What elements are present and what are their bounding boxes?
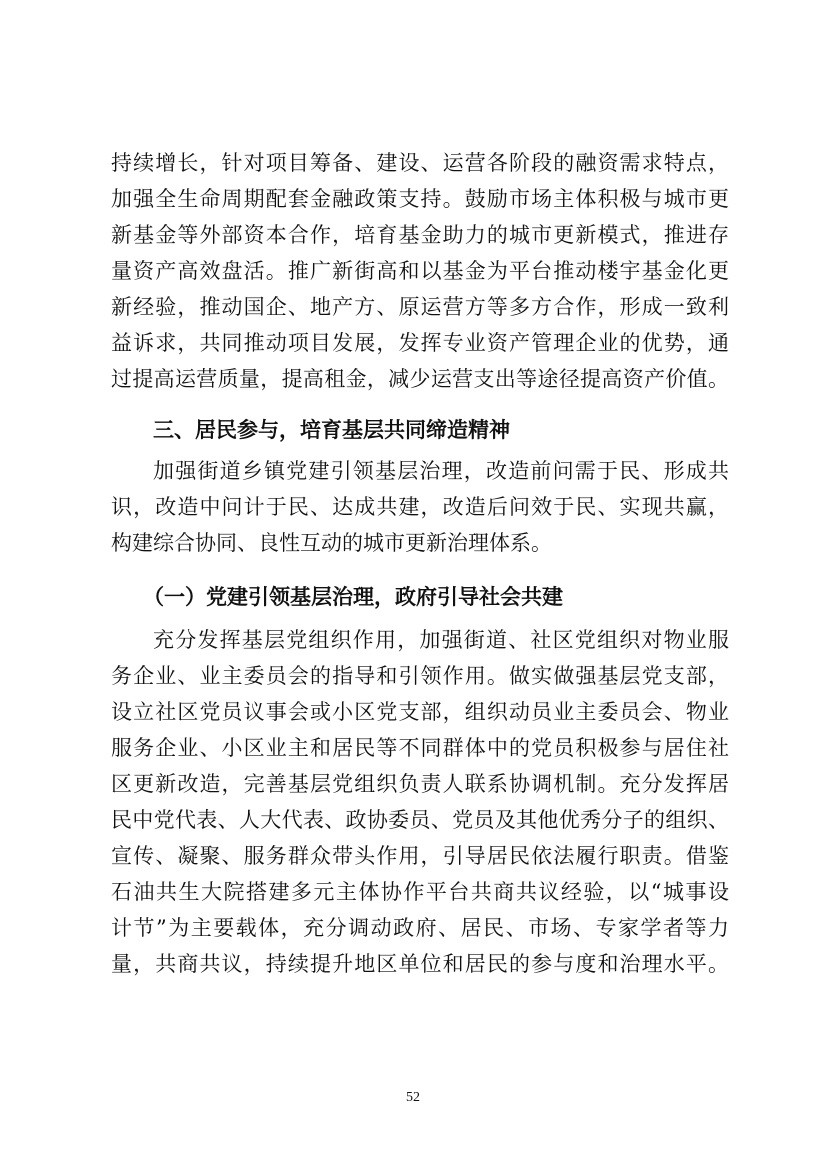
text-line: 加强全生命周期配套金融政策支持。鼓励市场主体积极与城市更: [111, 187, 729, 211]
text-line: 区更新改造，完善基层党组织负责人联系协调机制。充分发挥居: [111, 772, 729, 796]
text-line: 设立社区党员议事会或小区党支部，组织动员业主委员会、物业: [111, 700, 729, 724]
text-line: 石油共生大院搭建多元主体协作平台共商共议经验，以“城事设: [111, 880, 729, 904]
text-line: 识，改造中问计于民、达成共建，改造后问效于民、实现共赢，: [111, 495, 729, 519]
paragraph-3: [111, 622, 729, 982]
text-line: 充分发挥基层党组织作用，加强街道、社区党组织对物业服: [153, 628, 729, 652]
text-line: 务企业、业主委员会的指导和引领作用。做实做强基层党支部，: [111, 664, 729, 688]
text-line: 计节”为主要载体，充分调动政府、居民、市场、专家学者等力: [111, 916, 729, 940]
text-line: 服务企业、小区业主和居民等不同群体中的党员积极参与居住社: [111, 736, 729, 760]
text-line: 量，共商共议，持续提升地区单位和居民的参与度和治理水平。: [111, 952, 729, 976]
text-line: 新经验，推动国企、地产方、原运营方等多方合作，形成一致利: [111, 295, 729, 319]
text-line: 宣传、凝聚、服务群众带头作用，引导居民依法履行职责。借鉴: [111, 844, 729, 868]
text-line: 民中党代表、人大代表、政协委员、党员及其他优秀分子的组织、: [111, 808, 729, 832]
text-line: 新基金等外部资本合作，培育基金助力的城市更新模式，推进存: [111, 223, 729, 247]
text-line: 构建综合协同、良性互动的城市更新治理体系。: [111, 531, 552, 555]
text-line: 加强街道乡镇党建引领基层治理，改造前问需于民、形成共: [153, 459, 729, 483]
section-heading: 三、居民参与，培育基层共同缔造精神: [153, 418, 510, 442]
paragraph-1: [111, 145, 729, 397]
text-line: 量资产高效盘活。推广新街高和以基金为平台推动楼宇基金化更: [111, 259, 729, 283]
text-line: 过提高运营质量，提高租金，减少运营支出等途径提高资产价值。: [111, 367, 729, 391]
subsection-heading: （一）党建引领基层治理，政府引导社会共建: [143, 585, 563, 609]
page-number: 52: [406, 1090, 420, 1105]
text-line: 持续增长，针对项目筹备、建设、运营各阶段的融资需求特点，: [111, 151, 729, 175]
text-line: 益诉求，共同推动项目发展，发挥专业资产管理企业的优势，通: [111, 331, 729, 355]
paragraph-2: [111, 453, 729, 561]
